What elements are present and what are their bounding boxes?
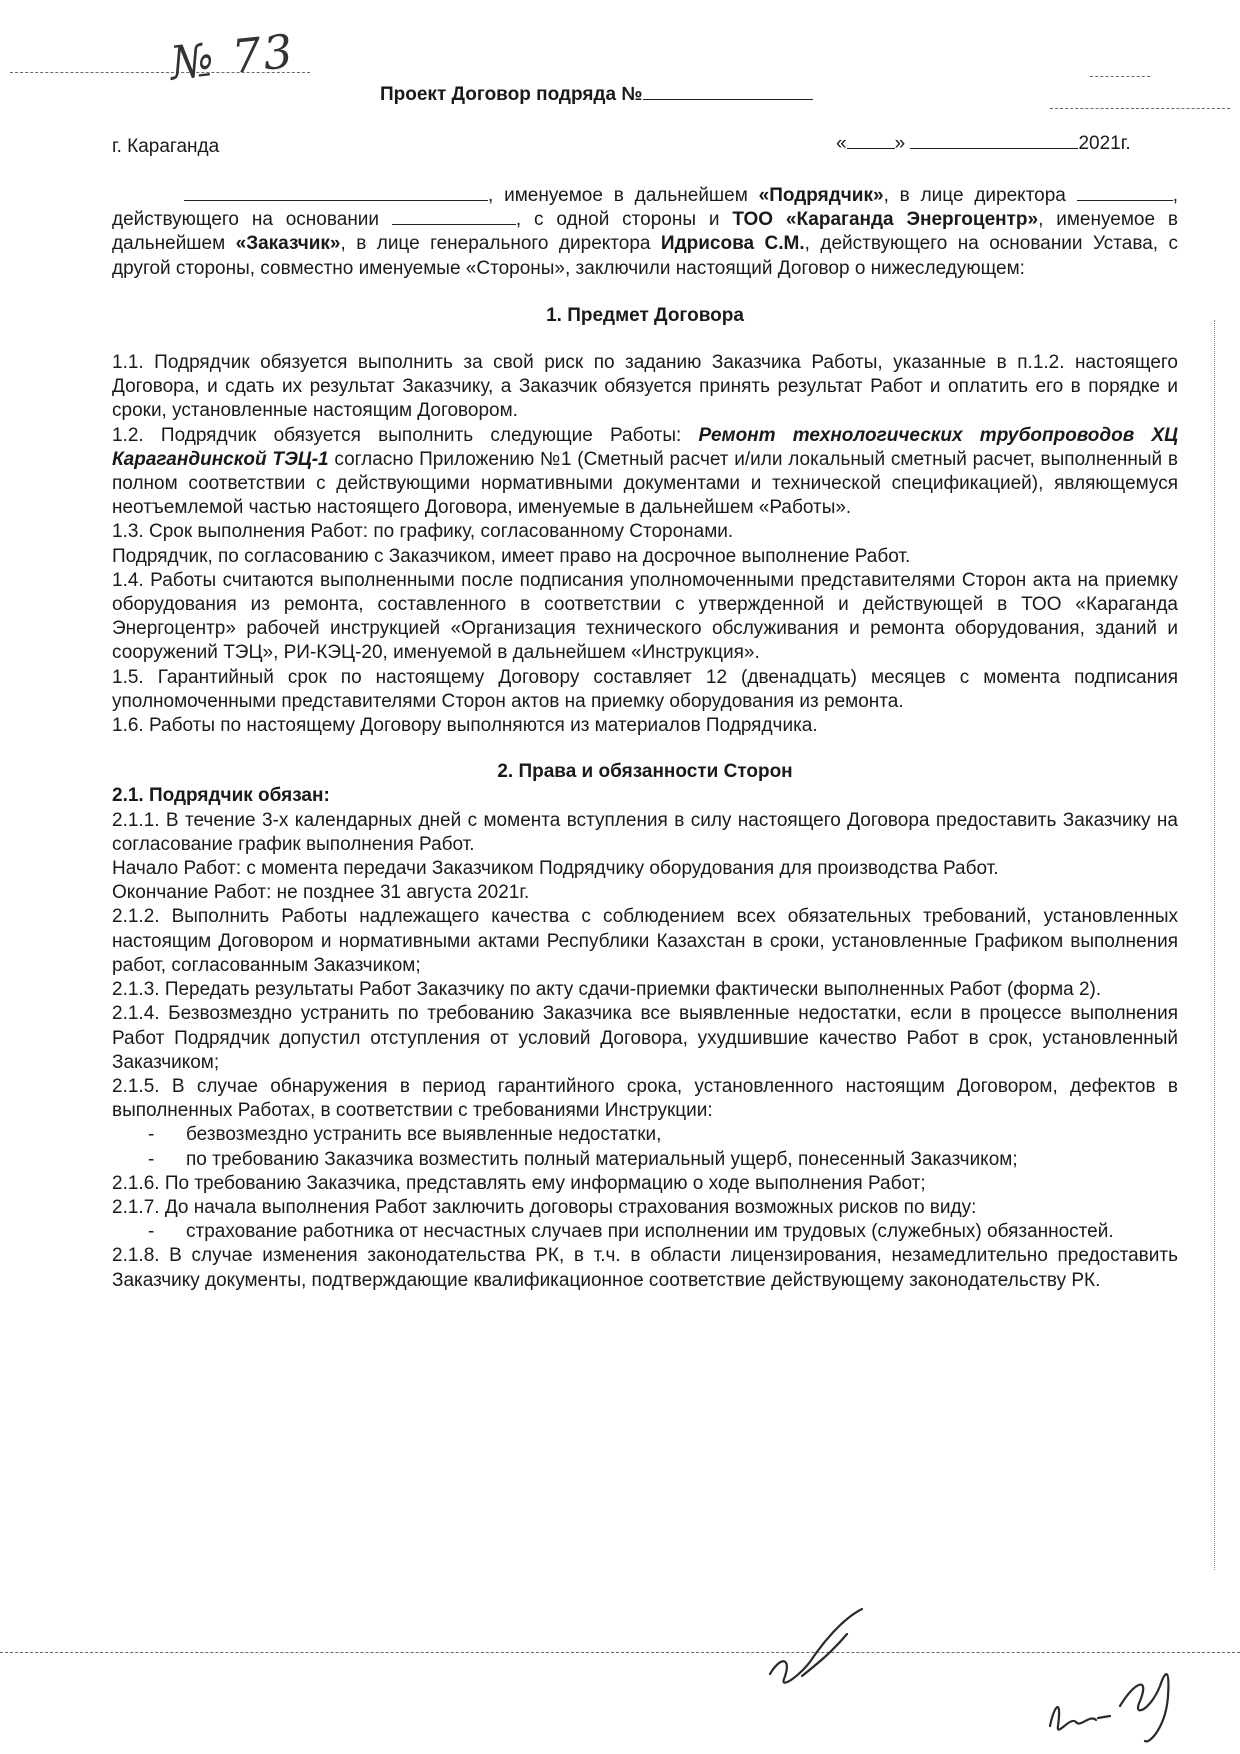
list-item <box>112 1123 1178 1147</box>
document-title <box>380 84 940 106</box>
clause-1-4: 1.4. Работы считаются выполненными после подписания уполномоченными представителями Сторон акта на приемку оборудования из ремонта, составленного в соответствии с утвержденной и действующей в ТОО «Караганда Энергоцентр» рабочей инструкцией «Организация технического обслуживания и ремонта оборудования, зданий и сооружений ТЭЦ», РИ-КЭЦ-20, именуемой в дальнейшем «Инструкция». <box>112 569 1178 664</box>
right-margin-dots <box>1214 320 1215 1570</box>
bullet-dash: - <box>148 1221 155 1243</box>
contractor-name-blank <box>184 186 488 201</box>
clause-1-2-text-c: согласно Приложению №1 (Сметный расчет и/или локальный сметный расчет, выполненный в полном соответствии с действующими нормативными документами и технической спецификацией), являющемуся неотъемлемой частью настоящего Договора, именуемые в дальнейшем «Работы». <box>112 448 1178 519</box>
intro-contractor: «Подрядчик» <box>758 185 884 206</box>
clause-2-1-6: 2.1.6. По требованию Заказчика, представлять ему информацию о ходе выполнения Работ; <box>112 1172 926 1194</box>
clause-1-5: 1.5. Гарантийный срок по настоящему Договору составляет 12 (двенадцать) месяцев с момента подписания уполномоченными представителями Сторон актов на приемку оборудования из ремонта. <box>112 666 1178 712</box>
subsection-2-1: 2.1. Подрядчик обязан: <box>112 785 330 807</box>
intro-text-4: , с одной стороны и <box>515 209 733 231</box>
document-body <box>112 184 1178 1293</box>
clause-2-1-4: 2.1.4. Безвозмездно устранить по требованию Заказчика все выявленные недостатки, если в процессе выполнения Работ Подрядчик допустил отступления от условий Договора, ухудшившие качество Работ в срок, установленный Заказчиком; <box>112 1003 1178 1073</box>
clause-1-2-work-name: Ремонт технологических трубопроводов ХЦ Карагандинской ТЭЦ-1 <box>112 424 1178 470</box>
section-1-heading: 1. Предмет Договора <box>546 304 744 326</box>
list-item <box>112 1148 1178 1172</box>
basis-blank <box>392 210 516 225</box>
bullet-text: безвозмездно устранить все выявленные недостатки, <box>186 1124 662 1146</box>
intro-customer: «Заказчик» <box>235 233 341 255</box>
clause-2-1-3: 2.1.3. Передать результаты Работ Заказчику по акту сдачи-приемки фактически выполненных Работ (форма 2). <box>112 979 1102 1001</box>
scan-bottom-line <box>0 1652 1240 1653</box>
list-item <box>112 1220 1178 1244</box>
scan-top-line-right <box>1090 76 1150 77</box>
signature-customer <box>1040 1656 1190 1746</box>
bullet-dash: - <box>148 1124 155 1146</box>
clause-1-6: 1.6. Работы по настоящему Договору выполняются из материалов Подрядчика. <box>112 715 818 737</box>
intro-text-7: , действующего на основании Устава, с другой стороны, совместно именуемые «Стороны», заключили настоящий Договор о нижеследующем: <box>112 233 1178 279</box>
intro-paragraph <box>112 184 1178 281</box>
intro-director: Идрисова С.М. <box>660 233 805 255</box>
scan-top-line-far <box>1050 108 1230 109</box>
contract-number-blank <box>643 85 813 100</box>
clause-2-1-7: 2.1.7. До начала выполнения Работ заключить договоры страхования возможных рисков по виду: <box>112 1196 977 1218</box>
clause-2-1-8: 2.1.8. В случае изменения законодательства РК, в т.ч. в области лицензирования, незамедлительно предоставить Заказчику документы, подтверждающие квалификационное соответствие действующему законодательству РК. <box>112 1245 1178 1291</box>
work-end: Окончание Работ: не позднее 31 августа 2021г. <box>112 882 530 904</box>
intro-text-5: , именуемое в дальнейшем <box>112 209 1178 255</box>
handwritten-number: № 73 <box>167 23 298 91</box>
date-day-blank <box>847 134 895 149</box>
clause-1-2 <box>112 424 1178 521</box>
intro-text-6: , в лице генерального директора <box>340 233 661 255</box>
clause-2-1-5: 2.1.5. В случае обнаружения в период гарантийного срока, установленного настоящим Договором, дефектов в выполненных Работах, в соответствии с требованиями Инструкции: <box>112 1075 1178 1122</box>
clause-1-3: 1.3. Срок выполнения Работ: по графику, согласованному Сторонами. <box>112 521 734 543</box>
work-start: Начало Работ: с момента передачи Заказчиком Подрядчику оборудования для производства Работ. <box>112 858 999 880</box>
date-open-quote: « <box>836 133 847 154</box>
section-2-heading: 2. Права и обязанности Сторон <box>497 761 793 783</box>
clause-1-1: 1.1. Подрядчик обязуется выполнить за свой риск по заданию Заказчика Работы, указанные в п.1.2. настоящего Договора, и сдать их результат Заказчику, а Заказчик обязуется принять результат Работ и оплатить его в порядке и сроки, установленные настоящим Договором. <box>112 352 1178 422</box>
bullet-dash: - <box>148 1148 155 1170</box>
clause-2-1-2: 2.1.2. Выполнить Работы надлежащего качества с соблюдением всех обязательных требований, установленных настоящим Договором и нормативными актами Республики Казахстан в сроки, установленные Графиком выполнения работ, согласованным Заказчиком; <box>112 906 1178 976</box>
city-label: г. Караганда <box>112 136 220 157</box>
date-close-quote: » <box>894 133 906 154</box>
clause-1-3-note: Подрядчик, по согласованию с Заказчиком, имеет право на досрочное выполнение Работ. <box>112 545 911 567</box>
clause-1-2-text-a: 1.2. Подрядчик обязуется выполнить следующие Работы: <box>112 424 699 446</box>
bullet-text: страхование работника от несчастных случаев при исполнении им трудовых (служебных) обязанностей. <box>186 1221 1114 1243</box>
director-name-blank <box>1077 186 1173 201</box>
intro-text-3: , действующего на основании <box>112 185 1178 231</box>
date-month-blank <box>910 134 1078 149</box>
intro-customer-org: ТОО «Караганда Энергоцентр» <box>732 209 1039 231</box>
date-line <box>836 133 1131 155</box>
signature-contractor <box>762 1604 872 1694</box>
intro-text-1: , именуемое в дальнейшем <box>488 185 759 206</box>
bullet-text: по требованию Заказчика возместить полный материальный ущерб, понесенный Заказчиком; <box>186 1148 1018 1170</box>
clause-2-1-1: 2.1.1. В течение 3-х календарных дней с момента вступления в силу настоящего Договора предоставить Заказчику на согласование график выполнения Работ. <box>112 809 1178 855</box>
intro-text-2: , в лице директора <box>883 185 1077 206</box>
title-text: Проект Договор подряда № <box>380 84 643 105</box>
date-year: 2021г. <box>1078 133 1131 154</box>
